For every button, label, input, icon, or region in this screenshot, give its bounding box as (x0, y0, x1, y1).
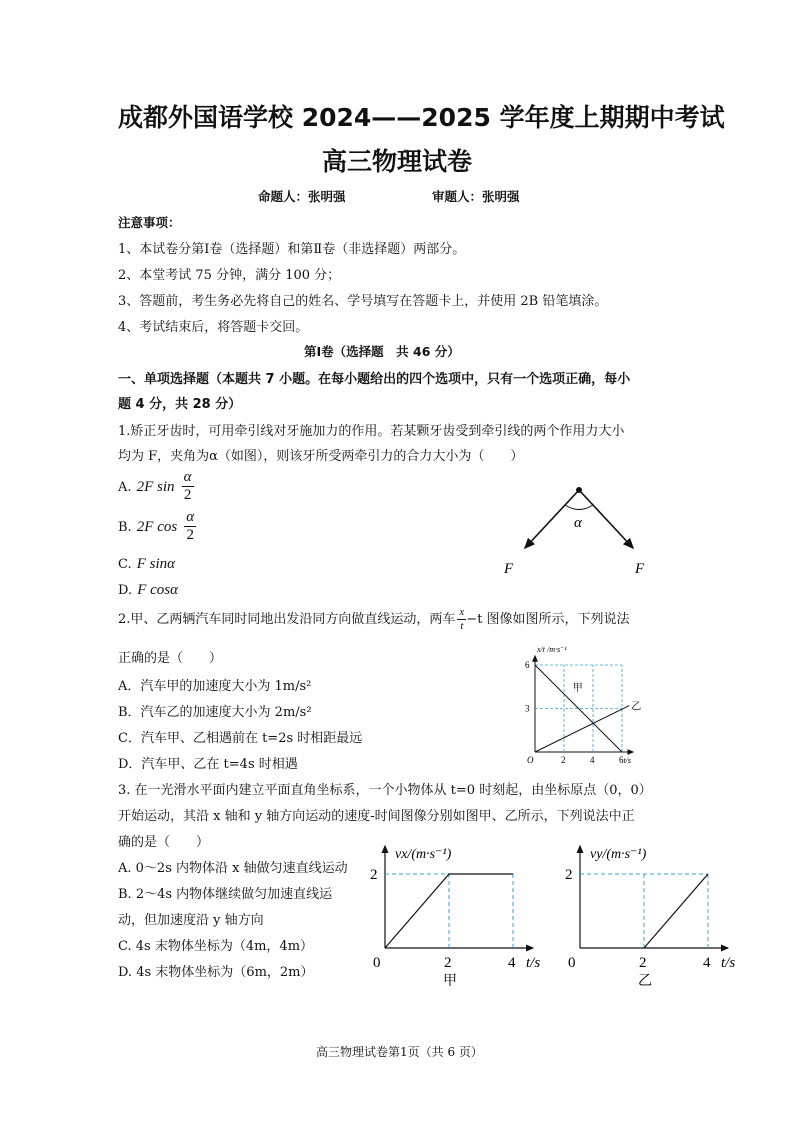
q2-option-b: B．汽车乙的加速度大小为 2m/s² (118, 705, 312, 720)
series-line-甲 (535, 665, 622, 752)
q3-vx-chart (360, 840, 540, 990)
x-tick-label: 6 (619, 755, 624, 765)
y-tick-label: 6 (525, 660, 530, 670)
note-item: 1、本试卷分第Ⅰ卷（选择题）和第Ⅱ卷（非选择题）两部分。 (118, 242, 466, 257)
y-axis-label: vx/(m·s⁻¹) (395, 847, 452, 862)
note-item: 2、本堂考试 75 分钟，满分 100 分； (118, 268, 341, 283)
x-tick-label: 2 (561, 755, 566, 765)
chart-caption: 乙 (638, 974, 652, 989)
x-tick-label: O (527, 755, 534, 765)
option-label: D. (118, 583, 133, 598)
q3-stem-cont: 开始运动，其沿 x 轴和 y 轴方向运动的速度-时间图像分别如图甲、乙所示，下列说法中正 (118, 809, 635, 824)
x-tick-label: 0 (373, 955, 381, 971)
force-label-right: F (635, 561, 645, 577)
y-tick-label: 2 (370, 867, 378, 883)
q1-force-diagram (495, 480, 665, 580)
x-tick-label: 2 (639, 955, 647, 971)
angle-arc (565, 505, 593, 510)
angle-label: α (574, 515, 582, 531)
q1-stem-cont: 均为 F，夹角为α（如图），则该牙所受两牵引力的合力大小为（ ） (118, 449, 524, 464)
q2-stem: 2.甲、乙两辆汽车同时同地出发沿同方向做直线运动，两车 $\frac{x}{t}$ −t 图像如图所示，下列说法 (118, 606, 630, 632)
note-item: 3、答题前，考生务必先将自己的姓名、学号填写在答题卡上，并使用 2B 铅笔填涂。 (118, 294, 608, 309)
note-item: 4、考试结束后，将答题卡交回。 (118, 320, 309, 335)
q2-xt-chart (505, 640, 655, 770)
x-tick-label: 2 (444, 955, 452, 971)
option-expression: 2F cos (136, 519, 178, 535)
q3-option-d: D. 4s 末物体坐标为（6m，2m） (118, 965, 314, 980)
q3-option-b: B. 2～4s 内物体继续做匀加速直线运 (118, 887, 333, 902)
force-arrow-left (525, 490, 579, 548)
q3-option-a: A. 0～2s 内物体沿 x 轴做匀速直线运动 (118, 861, 348, 876)
series-label: 甲 (572, 683, 583, 695)
q2-stem-cont: 正确的是（ ） (118, 651, 223, 666)
x-tick-label: 0 (568, 955, 576, 971)
y-tick-label: 2 (565, 867, 573, 883)
q2-option-a: A．汽车甲的加速度大小为 1m/s² (118, 679, 312, 694)
chart-caption: 甲 (443, 974, 457, 989)
notes-heading: 注意事项： (118, 215, 181, 230)
exam-title-line2: 高三物理试卷 (322, 147, 473, 176)
option-expression: F sinα (136, 556, 176, 572)
q2-option-c: C．汽车甲、乙相遇前在 t=2s 时相距最远 (118, 731, 363, 746)
q1-option-c (118, 553, 175, 573)
q1-option-d (118, 579, 178, 599)
exam-title-line1: 成都外国语学校 2024——2025 学年度上期期中考试 (118, 103, 725, 132)
q3-option-b-cont: 动，但加速度沿 y 轴方向 (118, 913, 264, 928)
option-label: C. (118, 557, 132, 572)
x-axis-label: t/s (623, 756, 632, 765)
force-arrow-right (579, 490, 633, 548)
x-tick-label: 4 (703, 955, 711, 971)
series-label: 乙 (631, 701, 642, 713)
q2-option-d: D．汽车甲、乙在 t=4s 时相遇 (118, 757, 298, 772)
q1-option-b (118, 510, 196, 543)
q3-stem-cont2: 确的是（ ） (118, 835, 210, 850)
fraction: $\frac{\alpha}{2}$ (183, 469, 192, 503)
x-tick-label: 4 (508, 955, 516, 971)
q1-stem: 1.矫正牙齿时，可用牵引线对牙施加力的作用。若某颗牙齿受到牵引线的两个作用力大小 (118, 424, 625, 439)
page-footer: 高三物理试卷第1页（共 6 页） (316, 1045, 483, 1059)
part1-heading: 第Ⅰ卷（选择题 共 46 分） (304, 344, 460, 359)
force-label-left: F (504, 561, 514, 577)
option-expression: 2F sin (136, 479, 175, 495)
fraction: $\frac{\alpha}{2}$ (186, 509, 195, 543)
option-label: A. (118, 480, 132, 495)
y-axis-label: x/t /m·s⁻¹ (537, 645, 567, 654)
y-axis-label: vy/(m·s⁻¹) (590, 847, 647, 862)
y-tick-label: 3 (525, 703, 530, 714)
reviewer: 审题人：张明强 (432, 189, 520, 204)
x-tick-label: 4 (590, 755, 595, 765)
option-expression: F cosα (137, 582, 178, 598)
option-label: B. (118, 520, 132, 535)
section-heading: 一、单项选择题（本题共 7 小题。在每小题给出的四个选项中，只有一个选项正确，每小 (118, 372, 631, 387)
x-axis-label: t/s (721, 955, 735, 971)
section-heading-cont: 题 4 分，共 28 分） (118, 397, 242, 412)
author: 命题人：张明强 (258, 189, 346, 204)
q3-option-c: C. 4s 末物体坐标为（4m，4m） (118, 939, 314, 954)
q1-option-a (118, 470, 194, 503)
velocity-line (644, 874, 708, 948)
q3-stem: 3. 在一光滑水平面内建立平面直角坐标系，一个小物体从 t=0 时刻起，由坐标原点（0，0） (118, 783, 652, 798)
x-axis-label: t/s (526, 955, 540, 971)
fraction: $\frac{x}{t}$ (459, 606, 465, 632)
q3-vy-chart (555, 840, 735, 990)
